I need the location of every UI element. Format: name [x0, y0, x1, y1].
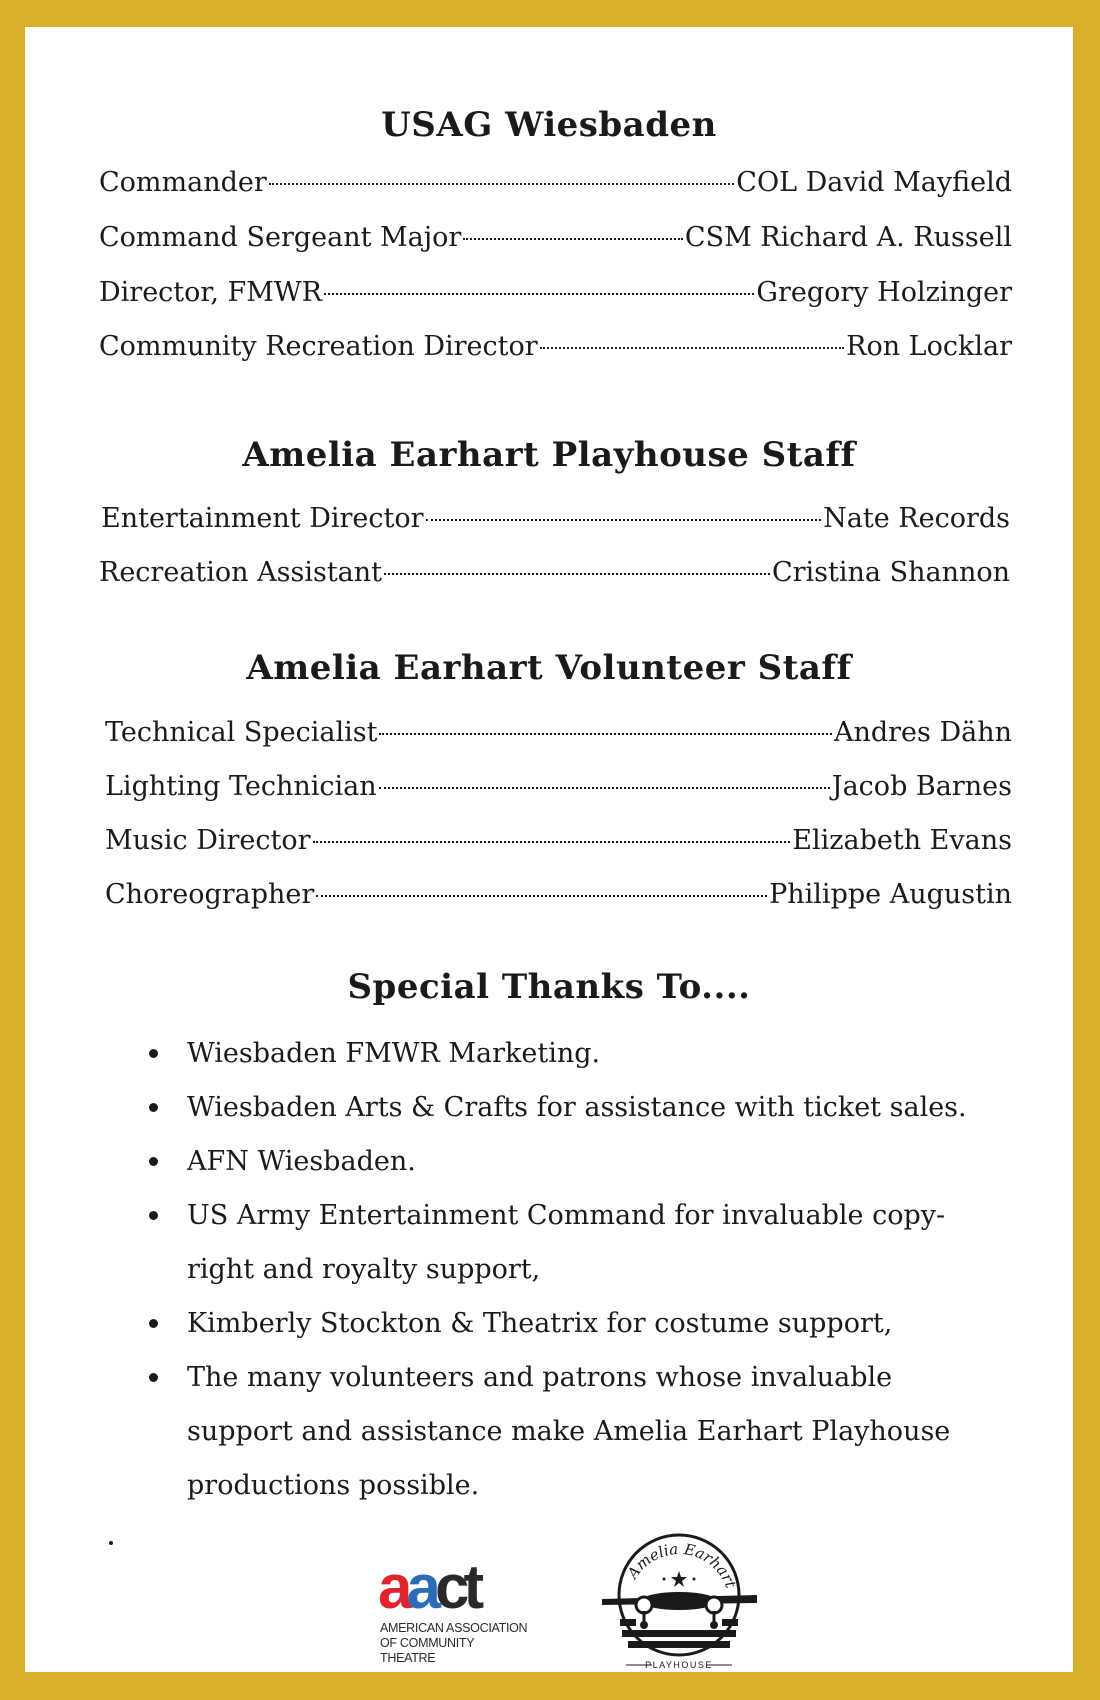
bullet-icon: [149, 1157, 158, 1166]
bullet-icon: [149, 1319, 158, 1328]
leader-dots: [384, 573, 770, 575]
credit-role: Choreographer: [105, 879, 315, 910]
credit-row: [105, 879, 1012, 910]
credit-name: Elizabeth Evans: [792, 825, 1012, 856]
aact-caption-line: AMERICAN ASSOCIATION: [380, 1621, 528, 1635]
credit-name: Gregory Holzinger: [756, 277, 1012, 308]
bullet-icon: [149, 1049, 158, 1058]
credit-name: Andres Dähn: [833, 717, 1012, 748]
stray-dot: [109, 1541, 113, 1545]
list-item: [135, 1135, 1035, 1189]
bullet-icon: [149, 1211, 158, 1220]
leader-dots: [316, 895, 767, 897]
credit-row: [99, 557, 1010, 588]
playhouse-staff-title: Amelia Earhart Playhouse Staff: [242, 435, 856, 475]
thanks-text: Wiesbaden Arts & Crafts for assistance with ticket sales.: [187, 1092, 967, 1123]
credit-row: [105, 825, 1012, 856]
list-item: [135, 1297, 1035, 1351]
credit-role: Commander: [99, 167, 267, 198]
credit-name: COL David Mayfield: [736, 167, 1012, 198]
playhouse-script-text: Amelia Earhart: [623, 1539, 740, 1591]
credit-role: Recreation Assistant: [99, 557, 383, 588]
bullet-icon: [149, 1373, 158, 1382]
volunteer-staff-title: Amelia Earhart Volunteer Staff: [246, 648, 852, 688]
leader-dots: [379, 733, 832, 735]
special-thanks-title: Special Thanks To....: [347, 967, 751, 1007]
credit-row: [99, 167, 1012, 198]
credit-role: Technical Specialist: [105, 717, 378, 748]
credit-name: Ron Locklar: [846, 331, 1012, 362]
playhouse-logo: [592, 1527, 767, 1677]
credit-row: [99, 222, 1012, 253]
credit-row: [105, 717, 1012, 748]
leader-dots: [313, 841, 791, 843]
credit-row: [105, 771, 1012, 802]
aact-letters-ct: ct: [434, 1553, 479, 1622]
list-item: [135, 1351, 1035, 1513]
list-item: [135, 1027, 1035, 1081]
credit-name: Nate Records: [823, 503, 1010, 534]
credit-row: [99, 331, 1012, 362]
program-page: [25, 27, 1073, 1672]
aact-logo: [378, 1553, 528, 1665]
credit-role: Music Director: [105, 825, 311, 856]
usag-title: USAG Wiesbaden: [381, 105, 717, 145]
list-item: [135, 1081, 1035, 1135]
credit-role: Community Recreation Director: [99, 331, 538, 362]
credit-role: Director, FMWR: [99, 277, 322, 308]
thanks-text: AFN Wiesbaden.: [187, 1146, 416, 1177]
thanks-text: US Army Entertainment Command for invaluable copy- right and royalty support,: [187, 1200, 946, 1285]
leader-dots: [324, 293, 754, 295]
dot-icon: [693, 1578, 696, 1581]
thanks-text: Wiesbaden FMWR Marketing.: [187, 1038, 601, 1069]
star-icon: [671, 1571, 687, 1587]
credit-role: Lighting Technician: [105, 771, 377, 802]
dot-icon: [663, 1578, 666, 1581]
leader-dots: [379, 787, 830, 789]
credit-role: Entertainment Director: [101, 503, 424, 534]
leader-dots: [269, 183, 735, 185]
bullet-icon: [149, 1103, 158, 1112]
aact-caption: [380, 1621, 528, 1666]
leader-dots: [426, 519, 822, 521]
aact-wordmark: [378, 1553, 479, 1622]
credit-name: Philippe Augustin: [769, 879, 1012, 910]
aact-letter-a-blue: a: [406, 1553, 435, 1622]
list-item: [135, 1189, 1035, 1297]
credit-row: [101, 503, 1010, 534]
speed-stripes: [620, 1619, 738, 1648]
aact-letter-a-red: a: [378, 1553, 407, 1622]
aact-caption-line: OF COMMUNITY THEATRE: [380, 1636, 475, 1665]
thanks-list: [135, 1027, 1035, 1513]
playhouse-caption: PLAYHOUSE: [645, 1660, 713, 1670]
thanks-text: Kimberly Stockton & Theatrix for costume support,: [187, 1308, 893, 1339]
credit-role: Command Sergeant Major: [99, 222, 462, 253]
leader-dots: [463, 238, 683, 240]
credit-row: [99, 277, 1012, 308]
credit-name: Jacob Barnes: [831, 771, 1012, 802]
thanks-text: The many volunteers and patrons whose invaluable support and assistance make Amelia Earhart Playhouse productions possible.: [187, 1362, 951, 1501]
leader-dots: [540, 347, 844, 349]
credit-name: Cristina Shannon: [771, 557, 1010, 588]
credit-name: CSM Richard A. Russell: [684, 222, 1012, 253]
